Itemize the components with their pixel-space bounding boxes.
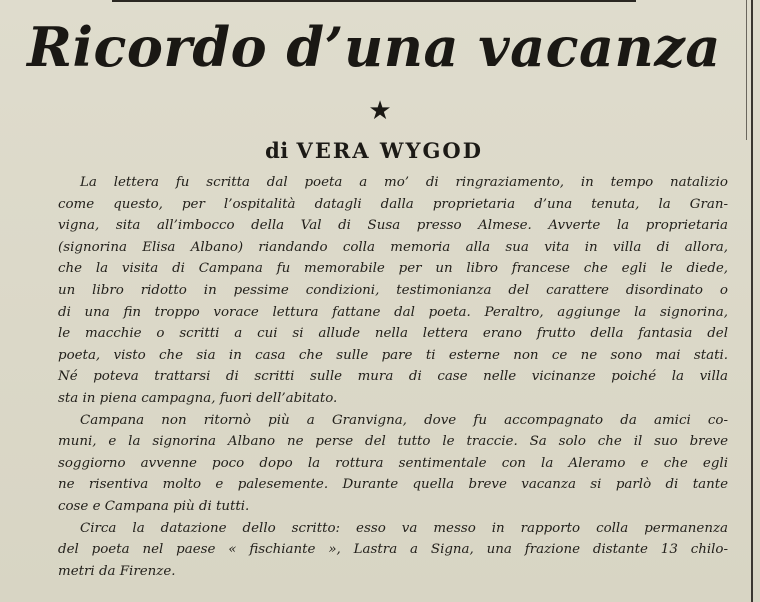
article-title: Ricordo d’una vacanza — [27, 15, 721, 79]
top-rule — [112, 0, 636, 2]
author-name: VERA WYGOD — [296, 138, 483, 163]
text-line: del poeta nel paese « fischiante », Lastra a Signa, una frazione distante 13 chilo- — [58, 542, 728, 558]
article-body — [58, 172, 728, 582]
text-line: soggiorno avvenne poco dopo la rottura sentimentale con la Aleramo e che egli — [58, 455, 728, 471]
text-line: vigna, sita all’imbocco della Val di Susa presso Almese. Avverte la proprietaria — [58, 218, 728, 234]
text-line: Campana non ritornò più a Granvigna, dove fu accompagnato da amici co- — [80, 412, 728, 428]
text-line: muni, e la signorina Albano ne perse del tutto le traccie. Sa solo che il suo breve — [58, 434, 728, 450]
text-line: come questo, per l’ospitalità datagli dalla proprietaria d’una tenuta, la Gran- — [58, 196, 728, 212]
star-ornament-icon: ★ — [368, 96, 392, 126]
byline — [0, 136, 748, 166]
column-rule — [751, 0, 753, 602]
text-line: le macchie o scritti a cui si allude nella lettera erano frutto della fantasia del — [58, 326, 728, 342]
text-line: ne risentiva molto e palesemente. Durante quella breve vacanza si parlò di tante — [58, 477, 728, 493]
text-line: (signorina Elisa Albano) riandando colla memoria alla sua vita in villa di allora, — [58, 239, 728, 255]
text-line: La lettera fu scritta dal poeta a mo’ di ringraziamento, in tempo natalizio — [80, 175, 728, 190]
byline-prefix: di — [265, 138, 289, 163]
text-line: Circa la datazione dello scritto: esso va messo in rapporto colla permanenza — [80, 520, 728, 536]
text-line: poeta, visto che sia in casa che sulle pare ti esterne non ce ne sono mai stati. — [58, 347, 728, 363]
text-line: di una fin troppo vorace lettura fattane dal poeta. Peraltro, aggiunge la signorina, — [58, 304, 728, 320]
text-line: metri da Firenze. — [58, 563, 176, 579]
text-line: che la visita di Campana fu memorabile per un libro francese che egli le diede, — [58, 261, 728, 277]
text-line: Né poteva trattarsi di scritti sulle mura di case nelle vicinanze poiché la villa — [58, 369, 728, 385]
text-line: un libro ridotto in pessime condizioni, testimonianza del carattere disordinato o — [58, 282, 728, 298]
text-line: cose e Campana più di tutti. — [58, 498, 250, 514]
text-line: sta in piena campagna, fuori dell’abitato. — [58, 390, 338, 406]
